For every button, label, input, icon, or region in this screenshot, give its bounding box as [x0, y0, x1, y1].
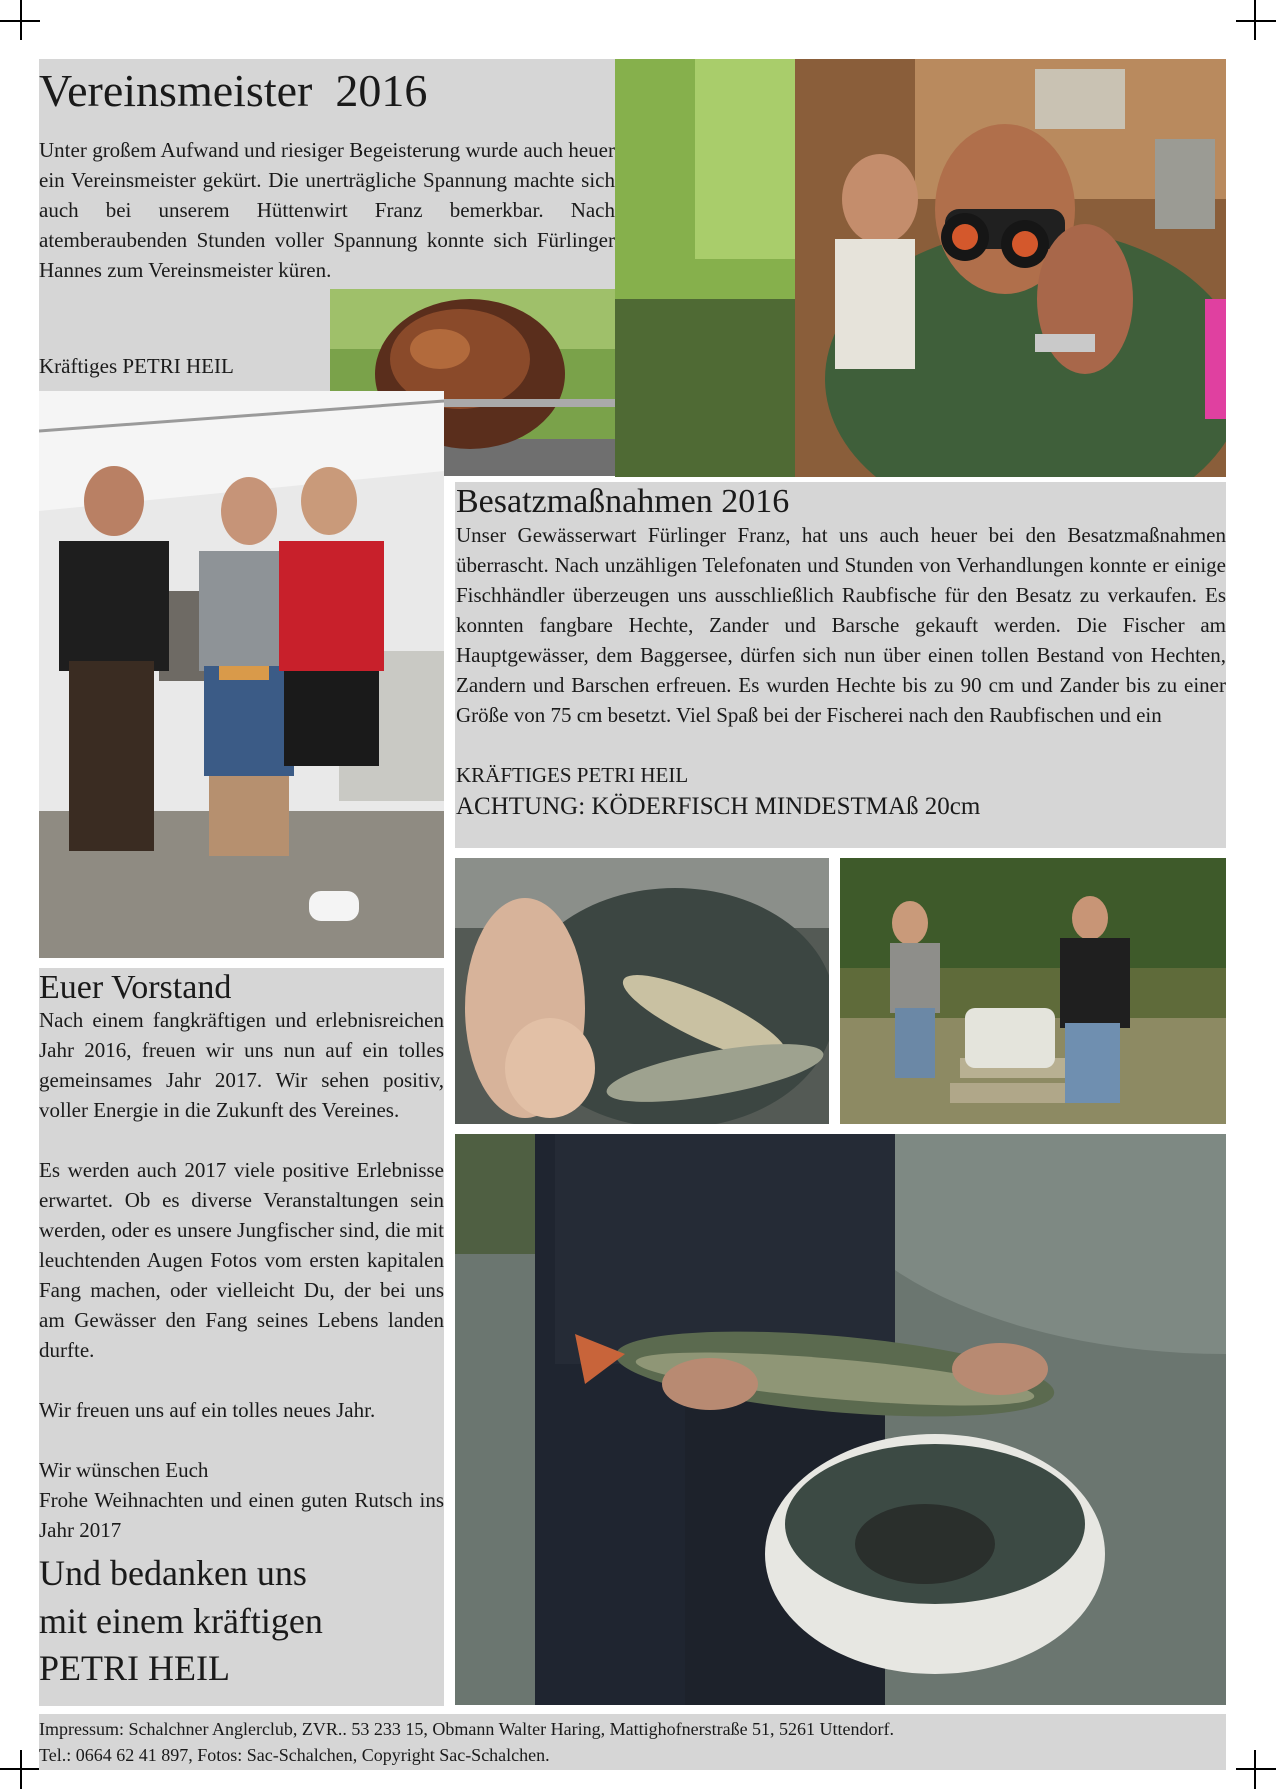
photo-club-champion-trophy [39, 391, 444, 958]
vereinsmeister-text: Unter großem Aufwand und riesiger Begeisterung wurde auch heuer ein Vereinsmeister gekürt. Die unerträgliche Spannung machte sich auch bei unserem Hüttenwirt Franz bemerkbar. Nach atemberaubenden Stunden voller Spannung konnte sich Fürlinger Hannes zum Vereinsmeister küren. [39, 138, 615, 282]
vorstand-closing-line-1: Und bedanken uns [39, 1553, 307, 1593]
besatz-text: Unser Gewässerwart Fürlinger Franz, hat uns auch heuer bei den Besatzmaßnahmen überrascht. Nach unzähligen Telefonaten und Stunden von Verhandlungen konnte er einige Fischhändler überzeugen uns ausschließlich Raubfische für den Besatz zu verkaufen. Es konnten fangbare Hechte, Zander und Barsche gekauft werden. Die Fischer am Hauptgewässer, dem Baggersee, dürfen sich nun über einen tollen Bestand von Hechten, Zandern und Barschen erfreuen. Es wurden Hechte bis zu 90 cm und Zander bis zu einer Größe von 75 cm besetzt. Viel Spaß bei der Fischerei nach den Raubfischen und ein [456, 523, 1226, 727]
crop-mark-bottom-right-v [1254, 1750, 1256, 1789]
vereinsmeister-title: Vereinsmeister 2016 [39, 65, 428, 116]
vorstand-closing-line-2: mit einem kräftigen [39, 1601, 323, 1641]
crop-mark-top-right-h [1236, 20, 1276, 22]
impressum-line-1: Impressum: Schalchner Anglerclub, ZVR.. 53 233 15, Obmann Walter Haring, Mattighofnerstraße 51, 5261 Uttendorf. [39, 1719, 895, 1739]
vorstand-paragraph-3: Wir freuen uns auf ein tolles neues Jahr. [39, 1398, 376, 1422]
crop-mark-bottom-left-v [20, 1750, 22, 1789]
crop-mark-top-left-v [20, 0, 22, 40]
besatz-title: Besatzmaßnahmen 2016 [456, 483, 790, 520]
vorstand-paragraph-2: Es werden auch 2017 viele positive Erlebnisse erwartet. Ob es diverse Veranstaltungen sein werden, oder es unsere Jungfischer sind, die mit leuchtenden Augen Fotos vom ersten kapitalen Fang machen, oder vielleicht Du, der bei uns am Gewässer den Fang seines Lebens landen durfte. [39, 1158, 444, 1362]
crop-mark-top-right-v [1254, 0, 1256, 40]
vorstand-title: Euer Vorstand [39, 969, 232, 1006]
besatz-greeting: KRÄFTIGES PETRI HEIL [456, 763, 689, 787]
photo-pike-release [455, 1134, 1226, 1705]
photo-man-with-binoculars [615, 59, 1226, 477]
besatz-notice: ACHTUNG: KÖDERFISCH MINDESTMAß 20cm [456, 793, 981, 820]
vereinsmeister-greeting: Kräftiges PETRI HEIL [39, 354, 234, 378]
photo-fish-in-landing-net [455, 858, 829, 1124]
impressum-line-2: Tel.: 0664 62 41 897, Fotos: Sac-Schalchen, Copyright Sac-Schalchen. [39, 1745, 550, 1765]
vorstand-wish-line-1: Wir wünschen Euch [39, 1458, 209, 1482]
vorstand-closing-line-3: PETRI HEIL [39, 1648, 230, 1688]
photo-men-carrying-tub [840, 858, 1226, 1124]
crop-mark-bottom-right-h [1236, 1768, 1276, 1770]
vorstand-paragraph-1: Nach einem fangkräftigen und erlebnisreichen Jahr 2016, freuen wir uns nun auf ein tolles gemeinsames Jahr 2017. Wir sehen positiv, voller Energie in die Zukunft des Vereines. [39, 1008, 444, 1122]
vorstand-wish-line-2: Frohe Weihnachten und einen guten Rutsch ins Jahr 2017 [39, 1488, 444, 1542]
